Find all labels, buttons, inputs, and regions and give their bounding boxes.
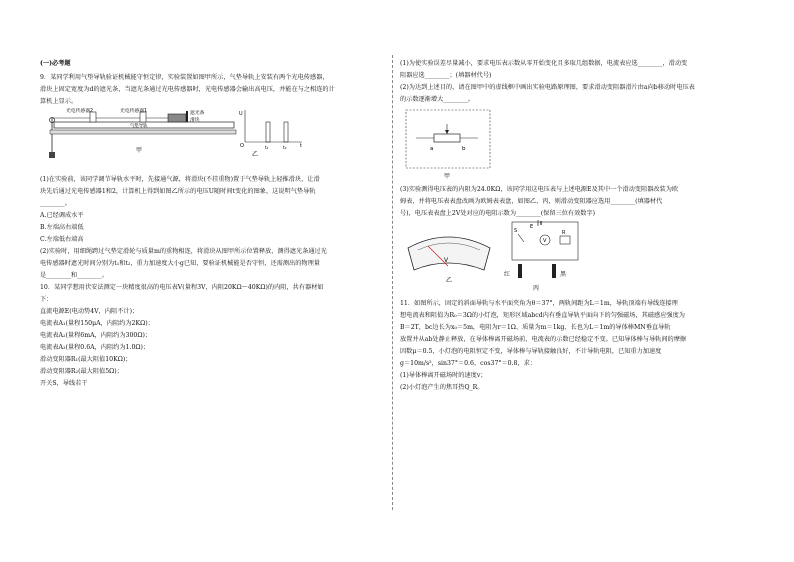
ohm-v-label: V — [543, 238, 547, 244]
probe-black-label: 黑 — [560, 271, 567, 278]
left-column — [40, 58, 386, 390]
figure-circuit-box — [400, 106, 780, 184]
graph-t-axis: t — [300, 143, 302, 149]
graph-t1: t₁ — [265, 146, 269, 151]
label-a: a — [430, 146, 434, 152]
graph-t2: t₂ — [283, 146, 287, 151]
ohm-r-label: R — [562, 230, 566, 236]
option-b: B.左端高右端低 — [40, 224, 84, 231]
figure-meters — [400, 220, 780, 298]
caption-jia: 甲 — [136, 147, 143, 154]
right-column — [400, 58, 780, 394]
ohm-e-label: E — [530, 224, 534, 230]
question-10-part-3: (3)实验测得电压表的内阻为24.0KΩ，该同学用这电压表与上述电源E及其中一个滑动变阻器改装为欧 姆表，并将电压表表盘改画为欧姆表表盘，如图乙、丙，则滑动变阻器应选用________(填器材代 号)，电压表表盘上2V处对应的电阻示数为________(保留三位有效数字) — [400, 186, 679, 217]
graph-u-label: U — [239, 111, 243, 117]
option-c: C.左端低右端高 — [40, 236, 84, 243]
caption-circuit-jia: 甲 — [444, 173, 451, 180]
label-strip: 遮光条 — [190, 111, 205, 116]
question-9-options — [40, 210, 386, 246]
graph-origin: O — [240, 143, 244, 149]
question-10-stem: 10．某同学想用伏安法测定一块精度很高的电压表V(量程3V，内阻20KΩ～40KΩ)的内阻，共有器材如 下： 直流电源E(电动势4V，内阻不计)； 电流表A₁(量程150μA，内阻约为2KΩ)； 电流表A₂(量程6mA，内阻约为300Ω)； 电流表A₃(量程0.6A，内阻约为1.0Ω)； 滑动变阻器R₁(最大阻值10KΩ)； 滑动变阻器R₂(最大阻值5Ω)； 开关S，导线若干 — [40, 284, 324, 387]
option-a: A.已经调成水平 — [40, 212, 84, 219]
label-slider: 滑块 — [190, 118, 200, 123]
question-11: 11．如图所示，固定的斜面导轨与水平面夹角为θ＝37°，两轨间距为L＝1m，导轨顶端有导线连接理 想电流表和阻值为R₀＝3Ω的小灯泡，矩形区域abcd内有垂直导轨平面向下的匀强磁场，其磁感应强度为 B＝2T，bc边长为x₀＝5m，电阻为r＝1Ω、质量为m＝1kg、长也为L＝1m的导体棒MN垂直导轨 放置并从ab处静止释放，在导体棒离开磁场前，电流表的示数已经稳定不变。已知导体棒与导轨间的摩擦 因数μ＝0.5，小灯泡的电阻恒定不变，导体棒与导轨接触良好，不计导轨电阻，已知重力加速度 g＝10m/s²，sin37°＝0.6，cos37°＝0.8，求： (1)导体棒离开磁场时的速度v； (2)小灯泡产生的焦耳热Q_R。 — [400, 300, 687, 391]
figure-air-track — [40, 108, 386, 174]
label-sensor-1: 光电传感器1 — [120, 109, 148, 114]
label-rail: 气垫导轨 — [130, 124, 148, 129]
ohm-s-label: S — [514, 228, 518, 234]
meter-v-label: V — [444, 257, 449, 264]
caption-ohm-bing: 丙 — [533, 285, 540, 292]
label-sensor-2: 光电传感器2 — [66, 109, 94, 114]
column-divider — [392, 55, 393, 510]
caption-yi: 乙 — [252, 151, 259, 158]
section-heading: (一)必考题 — [40, 60, 71, 67]
circuit-box-diagram — [400, 106, 780, 184]
caption-meter-yi: 乙 — [446, 277, 453, 284]
label-b: b — [462, 146, 466, 152]
question-9-stem: 9．某同学利用气垫导轨验证机械能守恒定律，实验装置如图甲所示，气垫导轨上安装有两个光电传感器， 滑块上固定宽度为d的遮光条，当遮光条通过光电传感器时，光电传感器会输出高电压，并能在与之相连的计 算机上显示。 — [40, 74, 335, 105]
air-track-diagram — [40, 108, 386, 174]
question-10-parts-1-2: (1)为使实验误差尽量减小，要求电压表示数从零开始变化且多取几组数据，电流表应选________，滑动变 阻器应选________；(填器材代号) (2)为达到上述目的，请在图甲中的虚线框中画出实验电路原理图，要求滑动变阻器滑片由a向b移动时电压表 的示数逐渐增大________。 — [400, 60, 695, 103]
meters-diagram — [400, 220, 780, 298]
question-9-part-2: (2)实验时，用细绳跨过气垫定滑轮与质量m的重物相连，将滑块从图甲所示位置释放，测得遮光条通过光 电传感器时遮光时间分别为t₁和t₂，重力加速度大小g已知，要验证机械能是否守恒，还需测出的物理量 是________和________。 — [40, 248, 327, 279]
question-9-part-1: (1)在实验前，该同学调节导轨水平时，先接通气源，将滑块(不挂重物)置于气垫导轨上轻推滑块，让滑 块先后通过光电传感器1和2，计算机上得到如图乙所示的电压U随时间t变化的图象，这说明气垫导轨 ________。 — [40, 176, 320, 207]
probe-red-label: 红 — [504, 271, 511, 278]
